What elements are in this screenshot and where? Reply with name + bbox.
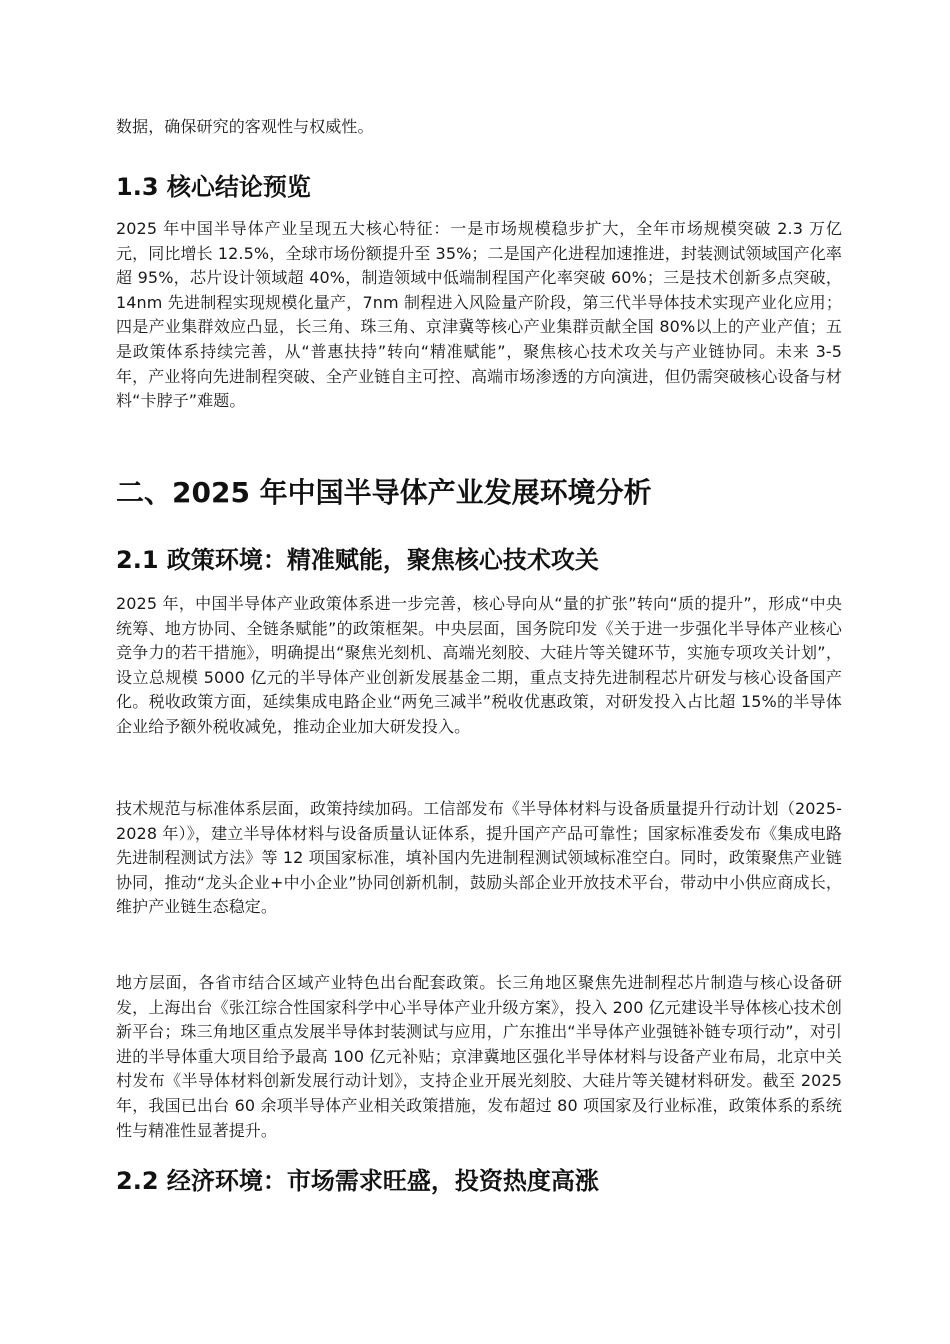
section-2-2-heading: 2.2 经济环境：市场需求旺盛，投资热度高涨	[116, 1167, 599, 1195]
section-2-1-heading: 2.1 政策环境：精准赋能，聚焦核心技术攻关	[116, 546, 599, 574]
section-1-3-paragraph: 2025 年中国半导体产业呈现五大核心特征：一是市场规模稳步扩大，全年市场规模突破 2.3 万亿元，同比增长 12.5%，全球市场份额提升至 35%；二是国产化进程加速推进，封装测试领域国产化率超 95%，芯片设计领域超 40%，制造领域中低端制程国产化率突破 60%；三是技术创新多点突破，14nm 先进制程实现规模化量产，7nm 制程进入风险量产阶段，第三代半导体技术实现产业化应用；四是产业集群效应凸显，长三角、珠三角、京津冀等核心产业集群贡献全国 80%以上的产业产值；五是政策体系持续完善，从“普惠扶持”转向“精准赋能”，聚焦核心技术攻关与产业链协同。未来 3-5 年，产业将向先进制程突破、全产业链自主可控、高端市场渗透的方向演进，但仍需突破核心设备与材料“卡脖子”难题。	[116, 219, 842, 411]
section-2-1-paragraph-local: 地方层面，各省市结合区域产业特色出台配套政策。长三角地区聚焦先进制程芯片制造与核心设备研发，上海出台《张江综合性国家科学中心半导体产业升级方案》，投入 200 亿元建设半导体核心技术创新平台；珠三角地区重点发展半导体封装测试与应用，广东推出“半导体产业强链补链专项行动”，对引进的半导体重大项目给予最高 100 亿元补贴；京津冀地区强化半导体材料与设备产业布局，北京中关村发布《半导体材料创新发展行动计划》，支持企业开展光刻胶、大硅片等关键材料研发。截至 2025 年，我国已出台 60 余项半导体产业相关政策措施，发布超过 80 项国家及行业标准，政策体系的系统性与精准性显著提升。	[116, 973, 842, 1140]
intro-tail-paragraph: 数据，确保研究的客观性与权威性。	[116, 117, 374, 136]
chapter-2-heading: 二、2025 年中国半导体产业发展环境分析	[116, 476, 652, 509]
section-2-1-paragraph-policy: 2025 年，中国半导体产业政策体系进一步完善，核心导向从“量的扩张”转向“质的提升”，形成“中央统筹、地方协同、全链条赋能”的政策框架。中央层面，国务院印发《关于进一步强化半导体产业核心竞争力的若干措施》，明确提出“聚焦光刻机、高端光刻胶、大硅片等关键环节，实施专项攻关计划”，设立总规模 5000 亿元的半导体产业创新发展基金二期，重点支持先进制程芯片研发与核心设备国产化。税收政策方面，延续集成电路企业“两免三减半”税收优惠政策，对研发投入占比超 15%的半导体企业给予额外税收减免，推动企业加大研发投入。	[116, 594, 842, 736]
section-2-1-paragraph-standards: 技术规范与标准体系层面，政策持续加码。工信部发布《半导体材料与设备质量提升行动计划（2025-2028 年）》，建立半导体材料与设备质量认证体系，提升国产产品可靠性；国家标准委发布《集成电路先进制程测试方法》等 12 项国家标准，填补国内先进制程测试领域标准空白。同时，政策聚焦产业链协同，推动“龙头企业+中小企业”协同创新机制，鼓励头部企业开放技术平台，带动中小供应商成长，维护产业链生态稳定。	[116, 799, 842, 917]
section-1-3-heading: 1.3 核心结论预览	[116, 173, 311, 201]
